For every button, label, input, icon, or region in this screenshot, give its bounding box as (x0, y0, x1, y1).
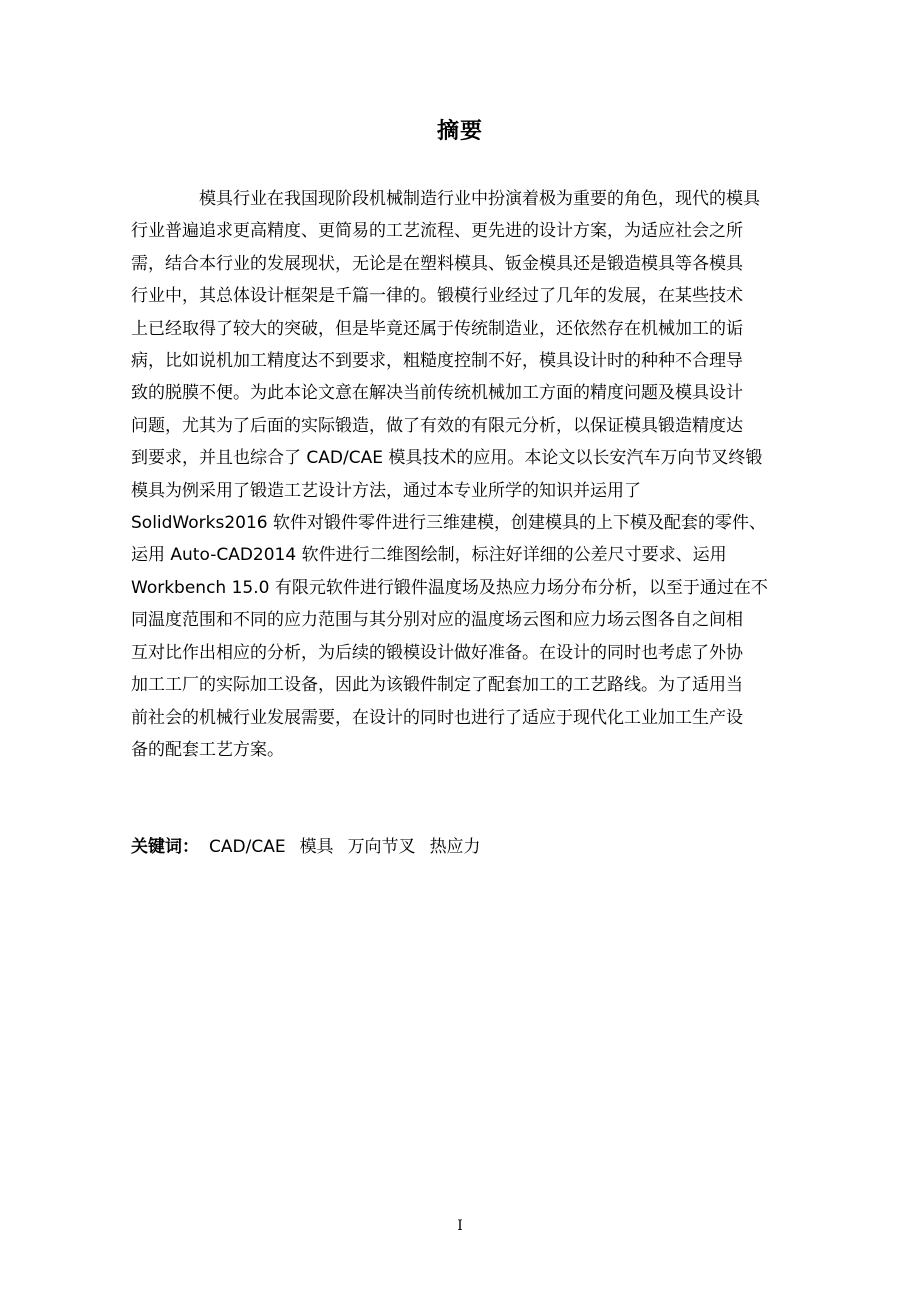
abstract-line: 运用 Auto-CAD2014 软件进行二维图绘制，标注好详细的公差尺寸要求、运用 (131, 545, 727, 566)
abstract-line: 到要求，并且也综合了 CAD/CAE 模具技术的应用。本论文以长安汽车万向节叉终锻 (131, 448, 763, 469)
abstract-line: Workbench 15.0 有限元软件进行锻件温度场及热应力场分布分析，以至于通过在不 (131, 577, 768, 598)
keyword: 万向节叉 (347, 837, 416, 857)
abstract-line: 前社会的机械行业发展需要，在设计的同时也进行了适应于现代化工业加工生产设 (131, 707, 743, 728)
page-number: I (457, 1218, 463, 1234)
abstract-line: 病，比如说机加工精度达不到要求，粗糙度控制不好，模具设计时的种种不合理导 (131, 351, 743, 372)
abstract-line: 致的脱膜不便。为此本论文意在解决当前传统机械加工方面的精度问题及模具设计 (131, 383, 743, 404)
keyword: 热应力 (429, 837, 481, 857)
abstract-line: 需，结合本行业的发展现状，无论是在塑料模具、钣金模具还是锻造模具等各模具 (131, 253, 743, 274)
abstract-line: 行业普遍追求更高精度、更简易的工艺流程、更先进的设计方案，为适应社会之所 (131, 221, 743, 242)
abstract-line: 问题，尤其为了后面的实际锻造，做了有效的有限元分析，以保证模具锻造精度达 (131, 415, 743, 436)
abstract-line: 加工工厂的实际加工设备，因此为该锻件制定了配套加工的工艺路线。为了适用当 (131, 675, 743, 696)
keyword: 模具 (299, 837, 334, 857)
keywords-label: 关键词： (131, 837, 199, 857)
abstract-title: 摘要 (436, 119, 483, 144)
abstract-line: SolidWorks2016 软件对锻件零件进行三维建模，创建模具的上下模及配套的零件、 (131, 513, 767, 534)
abstract-line: 同温度范围和不同的应力范围与其分别对应的温度场云图和应力场云图各自之间相 (131, 610, 743, 631)
abstract-line: 上已经取得了较大的突破，但是毕竟还属于传统制造业，还依然存在机械加工的诟 (131, 318, 743, 339)
abstract-line: 模具为例采用了锻造工艺设计方法，通过本专业所学的知识并运用了 (131, 480, 641, 501)
abstract-line: 备的配套工艺方案。 (131, 739, 284, 760)
abstract-line: 行业中，其总体设计框架是千篇一律的。锻模行业经过了几年的发展，在某些技术 (131, 286, 743, 307)
abstract-line: 模具行业在我国现阶段机械制造行业中扮演着极为重要的角色，现代的模具 (199, 189, 760, 209)
keyword: CAD/CAE (209, 837, 286, 857)
keywords-line (131, 832, 481, 857)
abstract-line: 互对比作出相应的分析，为后续的锻模设计做好准备。在设计的同时也考虑了外协 (131, 642, 743, 663)
abstract-body (131, 183, 811, 766)
